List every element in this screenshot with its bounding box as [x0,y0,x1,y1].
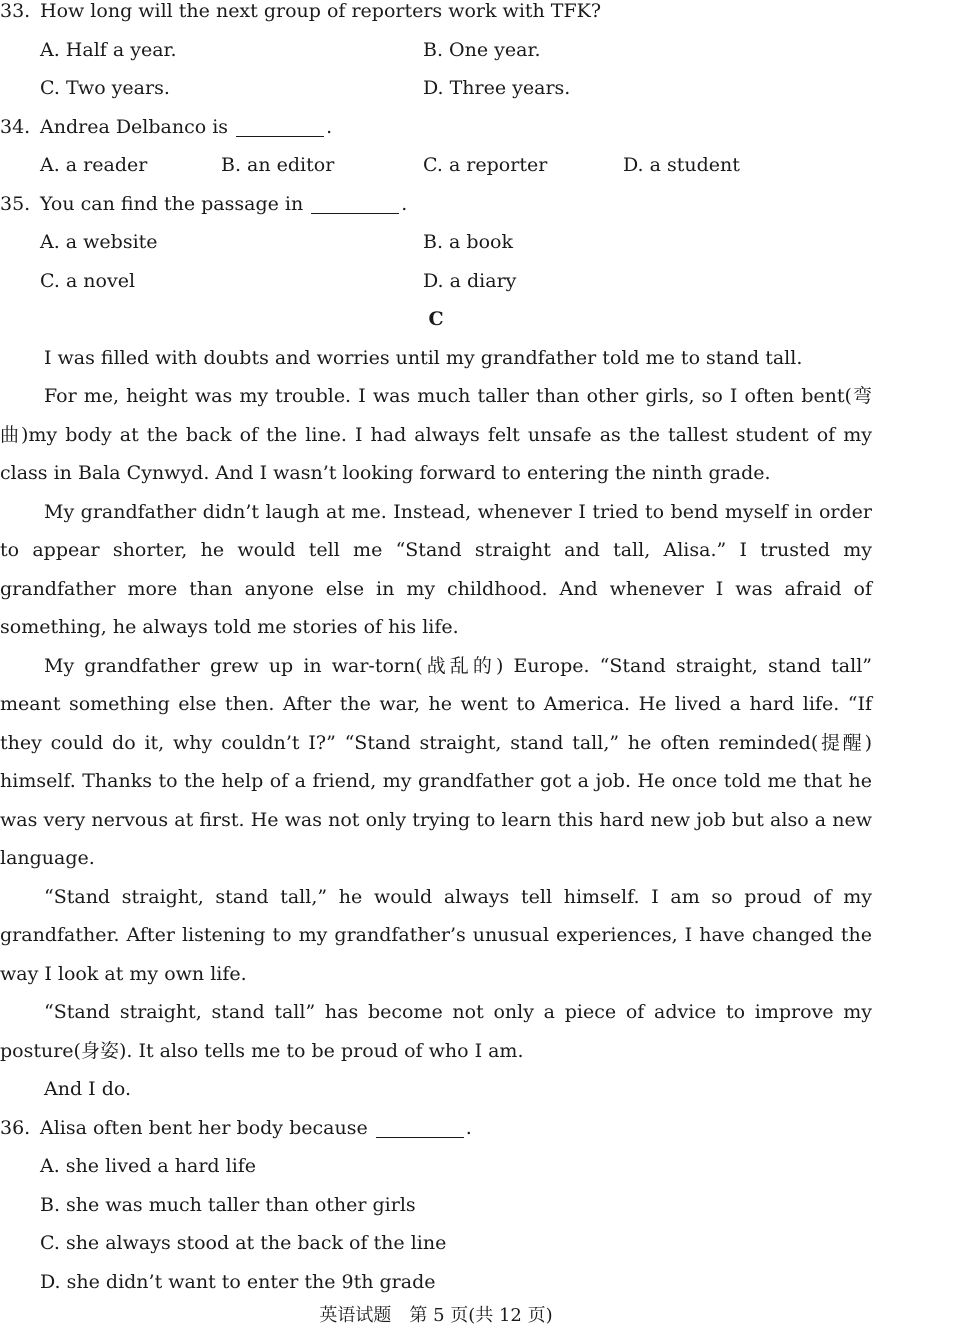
question-number: 35. [0,192,31,215]
option-a: A. she lived a hard life [40,1155,257,1177]
passage-paragraph: For me, height was my trouble. I was much taller than other girls, so I often bent(弯曲)my body at the back of the line. I had always felt unsafe as the tallest student of my class in Bala Cynwyd. And I wasn’t looking forward to entering the ninth grade. [0,385,872,484]
question-text: Andrea Delbanco is [40,115,229,138]
question-text-end: . [401,192,408,215]
passage-paragraph: My grandfather didn’t laugh at me. Instead, whenever I tried to bend myself in order to appear shorter, he would tell me “Stand straight and tall, Alisa.” I trusted my grandfather more than anyone else in my childhood. And whenever I was afraid of something, he always told me stories of his life. [0,500,872,638]
passage-paragraph: My grandfather grew up in war-torn(战乱的) Europe. “Stand straight, stand tall” meant something else then. After the war, he went to America. He lived a hard life. “If they could do it, why couldn’t I?” “Stand straight, stand tall,” he often reminded(提醒) himself. Thanks to the help of a friend, my grandfather got a job. He once told me that he was very nervous at first. He was not only trying to learn this hard new job but also a new language. [0,654,872,869]
page-footer: 英语试题 第 5 页(共 12 页) [319,1305,553,1326]
question-number: 36. [0,1116,31,1139]
option-c: C. Two years. [40,77,170,99]
question-35 [0,185,872,224]
option-b: B. a book [423,231,513,253]
option-a: A. Half a year. [40,38,177,61]
answer-blank [311,191,399,214]
question-33 [0,0,872,31]
option-a: A. a reader [40,154,148,176]
option-c: C. a novel [40,269,136,292]
option-d: D. Three years. [423,77,571,99]
passage-paragraph: I was filled with doubts and worries until my grandfather told me to stand tall. [44,346,803,369]
option-a: A. a website [40,231,158,253]
option-row [0,223,872,262]
option-c: C. a reporter [423,154,548,176]
option-b: B. an editor [221,154,335,176]
question-36 [0,1109,872,1148]
question-text: You can find the passage in [40,192,304,215]
question-34 [0,108,872,147]
question-text-end: . [465,1116,472,1139]
option-d: D. she didn’t want to enter the 9th grade [40,1270,436,1293]
option-d: D. a diary [423,269,517,292]
section-heading: C [428,308,444,330]
option-row [0,31,872,70]
question-number: 33. [0,0,31,22]
passage-paragraph: “Stand straight, stand tall,” he would always tell himself. I am so proud of my grandfather. After listening to my grandfather’s unusual experiences, I have changed the way I look at my own life. [0,885,872,985]
option-d: D. a student [623,154,740,176]
question-text: How long will the next group of reporters work with TFK? [40,0,602,22]
answer-blank [376,1115,464,1138]
question-text: Alisa often bent her body because [40,1116,368,1139]
answer-blank [236,114,324,137]
option-row [0,69,872,108]
passage-paragraph: “Stand straight, stand tall” has become not only a piece of advice to improve my posture(身姿). It also tells me to be proud of who I am. [0,1001,872,1062]
option-row [0,146,872,185]
option-b: B. One year. [423,38,541,61]
option-b: B. she was much taller than other girls [40,1193,416,1216]
question-text-end: . [326,115,333,138]
passage-paragraph: And I do. [44,1078,132,1100]
question-number: 34. [0,115,31,138]
option-row [0,262,872,301]
option-c: C. she always stood at the back of the line [40,1232,447,1254]
